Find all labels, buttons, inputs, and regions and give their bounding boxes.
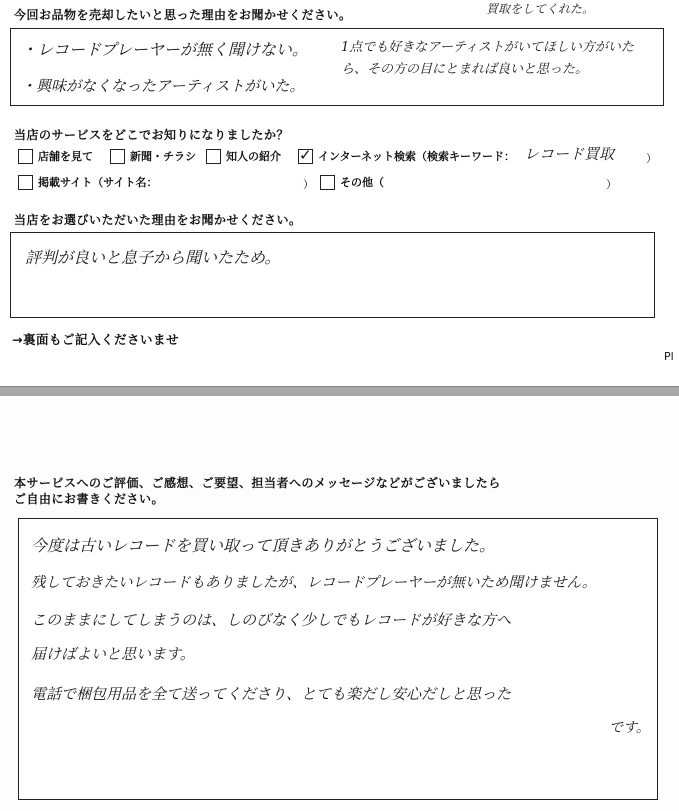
option-other-close: ）	[606, 178, 617, 191]
option-store-label: 店舗を見て	[38, 150, 93, 163]
reverse-side-note: →裏面もご記入くださいませ	[12, 332, 179, 347]
question-3-label: 当店をお選びいただいた理由をお聞かせください。	[14, 213, 302, 227]
answer-1-line-1: ・レコードプレーヤーが無く聞けない。	[21, 40, 308, 59]
option-other[interactable]	[320, 174, 384, 190]
checkbox-internet[interactable]	[298, 149, 313, 164]
checkbox-newspaper[interactable]	[110, 149, 125, 164]
answer-1-line-3: 1点でも好きなアーティストがいてほしい方がいたら、その方の目にとまれば良いと思った。	[341, 40, 634, 77]
option-introduction-label: 知人の紹介	[226, 150, 281, 163]
option-store[interactable]	[18, 148, 93, 164]
checkbox-introduction[interactable]	[206, 149, 221, 164]
option-internet-label: インターネット検索（検索キーワード：	[318, 150, 516, 163]
option-listing-close: ）	[303, 178, 314, 191]
answer-4-line-6: です。	[609, 720, 650, 736]
answer-1-line-2: ・興味がなくなったアーティストがいた。	[21, 77, 305, 95]
question-2-label: 当店のサービスをどこでお知りになりましたか？	[14, 128, 290, 142]
option-listing[interactable]	[18, 174, 157, 190]
option-newspaper[interactable]	[110, 148, 196, 164]
checkbox-listing[interactable]	[18, 175, 33, 190]
checkbox-store[interactable]	[18, 149, 33, 164]
option-newspaper-label: 新聞・チラシ	[130, 150, 196, 163]
answer-4-line-2: 残しておきたいレコードもありましたが、レコードプレーヤーが無いため聞けません。	[31, 575, 597, 591]
answer-3-box[interactable]	[10, 232, 655, 318]
edge-text: Pl	[664, 350, 674, 363]
option-listing-label: 掲載サイト（サイト名：	[38, 176, 158, 189]
option-internet-close: ）	[646, 152, 657, 165]
answer-4-line-4: 届けばよいと思います。	[31, 645, 195, 663]
question-4-line-2: ご自由にお書きください。	[14, 492, 165, 506]
question-1-label: 今回お品物を売却したいと思った理由をお聞かせください。	[14, 8, 352, 22]
option-internet[interactable]	[298, 148, 515, 164]
search-keyword-handwriting: レコード買取	[524, 145, 615, 163]
answer-4-line-5: 電話で梱包用品を全て送ってくださり、とても楽だし安心だしと思った	[31, 685, 512, 703]
answer-1-box[interactable]	[10, 28, 664, 106]
answer-4-line-3: このままにしてしまうのは、しのびなく少しでもレコードが好きな方へ	[31, 611, 512, 629]
option-other-label: その他（	[340, 176, 384, 189]
answer-4-line-1: 今度は古いレコードを買い取って頂きありがとうございました。	[31, 536, 496, 555]
answer-4-box[interactable]	[18, 518, 658, 800]
answer-3-text: 評判が良いと息子から聞いたため。	[25, 248, 281, 267]
question-4-line-1: 本サービスへのご評価、ご感想、ご要望、担当者へのメッセージなどがございましたら	[14, 476, 501, 490]
option-introduction[interactable]	[206, 148, 281, 164]
checkbox-other[interactable]	[320, 175, 335, 190]
top-right-handwriting: 買取をしてくれた。	[486, 2, 595, 16]
